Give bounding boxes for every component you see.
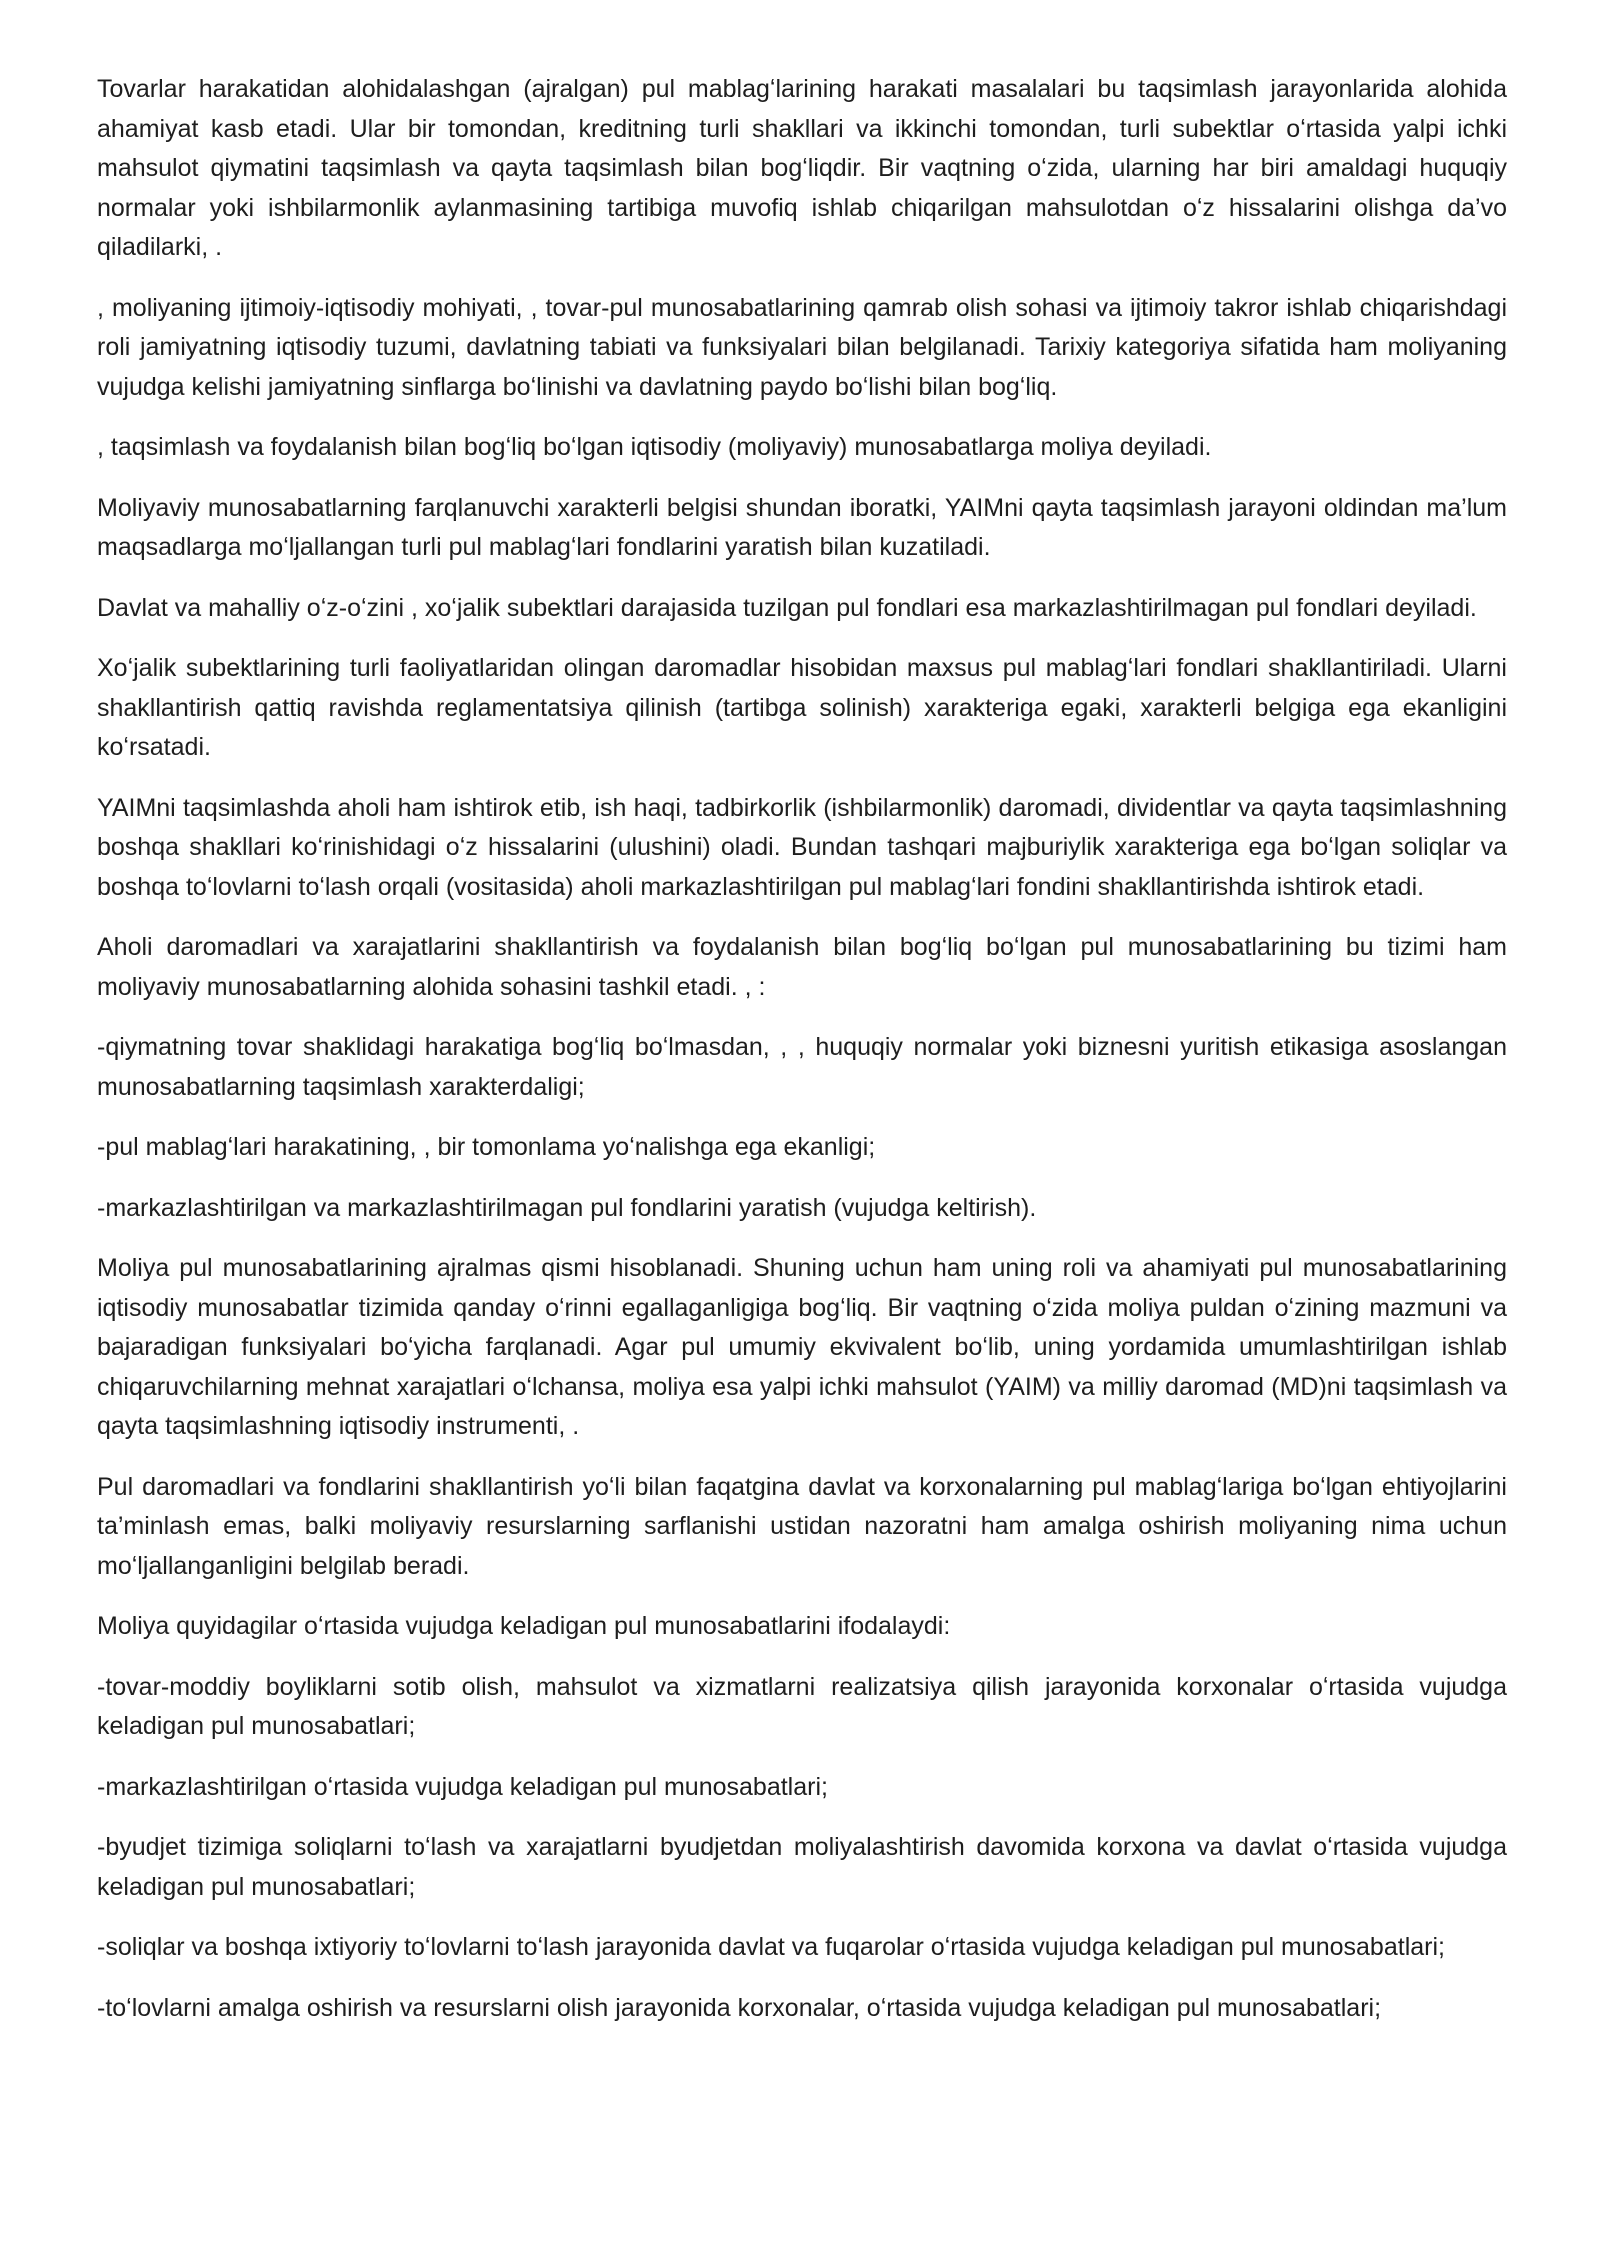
- list-item-4: -tovar-moddiy boyliklarni sotib olish, mahsulot va xizmatlarni realizatsiya qilish jarayonida korxonalar oʻrtasida vujudga keladigan pul munosabatlari;: [97, 1672, 1507, 1740]
- list-item-5: -markazlashtirilgan oʻrtasida vujudga keladigan pul munosabatlari;: [97, 1772, 828, 1801]
- paragraph-4: Moliyaviy munosabatlarning farqlanuvchi xarakterli belgisi shundan iboratki, YAIMni qayta taqsimlash jarayoni oldindan ma’lum maqsadlarga moʻljallangan turli pul mablagʻlari fondlarini yaratish bilan kuzatiladi.: [97, 493, 1507, 561]
- paragraph-11: Moliya quyidagilar oʻrtasida vujudga keladigan pul munosabatlarini ifodalaydi:: [97, 1612, 951, 1640]
- list-item-1: -qiymatning tovar shaklidagi harakatiga bogʻliq boʻlmasdan, , , huquqiy normalar yoki biznesni yuritish etikasiga asoslangan munosabatlarning taqsimlash xarakterdaligi;: [97, 1033, 1507, 1101]
- list-item-6: -byudjet tizimiga soliqlarni toʻlash va xarajatlarni byudjetdan moliyalashtirish davomida korxona va davlat oʻrtasida vujudga keladigan pul munosabatlari;: [97, 1833, 1507, 1901]
- list-item-8: -toʻlovlarni amalga oshirish va resurslarni olish jarayonida korxonalar, oʻrtasida vujudga keladigan pul munosabatlari;: [97, 1993, 1382, 2022]
- list-item-7: -soliqlar va boshqa ixtiyoriy toʻlovlarni toʻlash jarayonida davlat va fuqarolar oʻrtasida vujudga keladigan pul munosabatlari;: [97, 1933, 1445, 1961]
- paragraph-5: Davlat va mahalliy oʻz-oʻzini , xoʻjalik subektlari darajasida tuzilgan pul fondlari esa markazlashtirilmagan pul fondlari deyiladi.: [97, 593, 1477, 622]
- paragraph-8: Aholi daromadlari va xarajatlarini shakllantirish va foydalanish bilan bogʻliq boʻlgan pul munosabatlarining bu tizimi ham moliyaviy munosabatlarning alohida sohasini tashkil etadi. , :: [97, 933, 1507, 1001]
- document-page: [97, 70, 1507, 2049]
- paragraph-2: , moliyaning ijtimoiy-iqtisodiy mohiyati, , tovar-pul munosabatlarining qamrab olish sohasi va ijtimoiy takror ishlab chiqarishdagi roli jamiyatning iqtisodiy tuzumi, davlatning tabiati va funksiyalari bilan belgilanadi. Tarixiy kategoriya sifatida ham moliyaning vujudga kelishi jamiyatning sinflarga boʻlinishi va davlatning paydo boʻlishi bilan bogʻliq.: [97, 293, 1507, 401]
- paragraph-7: YAIMni taqsimlashda aholi ham ishtirok etib, ish haqi, tadbirkorlik (ishbilarmonlik) daromadi, dividentlar va qayta taqsimlashning boshqa shakllari koʻrinishidagi oʻz hissalarini (ulushini) oladi. Bundan tashqari majburiylik xarakteriga ega boʻlgan soliqlar va boshqa toʻlovlarni toʻlash orqali (vositasida) aholi markazlashtirilgan pul mablagʻlari fondini shakllantirishda ishtirok etadi.: [97, 793, 1507, 901]
- paragraph-3: , taqsimlash va foydalanish bilan bogʻliq boʻlgan iqtisodiy (moliyaviy) munosabatlarga moliya deyiladi.: [97, 433, 1212, 461]
- paragraph-10: Pul daromadlari va fondlarini shakllantirish yoʻli bilan faqatgina davlat va korxonalarning pul mablagʻlariga boʻlgan ehtiyojlarini ta’minlash emas, balki moliyaviy resurslarning sarflanishi ustidan nazoratni ham amalga oshirish moliyaning nima uchun moʻljallanganligini belgilab beradi.: [97, 1472, 1507, 1580]
- paragraph-6: Xoʻjalik subektlarining turli faoliyatlaridan olingan daromadlar hisobidan maxsus pul mablagʻlari fondlari shakllantiriladi. Ularni shakllantirish qattiq ravishda reglamentatsiya qilinish (tartibga solinish) xarakteriga egaki, xarakterli belgiga ega ekanligini koʻrsatadi.: [97, 654, 1507, 761]
- paragraph-9: Moliya pul munosabatlarining ajralmas qismi hisoblanadi. Shuning uchun ham uning roli va ahamiyati pul munosabatlarining iqtisodiy munosabatlar tizimida qanday oʻrinni egallaganligiga bogʻliq. Bir vaqtning oʻzida moliya puldan oʻzining mazmuni va bajaradigan funksiyalari boʻyicha farqlanadi. Agar pul umumiy ekvivalent boʻlib, uning yordamida umumlashtirilgan ishlab chiqaruvchilarning mehnat xarajatlari oʻlchansa, moliya esa yalpi ichki mahsulot (YAIM) va milliy daromad (MD)ni taqsimlash va qayta taqsimlashning iqtisodiy instrumenti, .: [97, 1254, 1507, 1440]
- list-item-2: -pul mablagʻlari harakatining, , bir tomonlama yoʻnalishga ega ekanligi;: [97, 1133, 876, 1161]
- paragraph-1: Tovarlar harakatidan alohidalashgan (ajralgan) pul mablagʻlarining harakati masalalari bu taqsimlash jarayonlarida alohida ahamiyat kasb etadi. Ular bir tomondan, kreditning turli shakllari va ikkinchi tomondan, turli subektlar oʻrtasida yalpi ichki mahsulot qiymatini taqsimlash va qayta taqsimlash bilan bogʻliqdir. Bir vaqtning oʻzida, ularning har biri amaldagi huquqiy normalar yoki ishbilarmonlik aylanmasining tartibiga muvofiq ishlab chiqarilgan mahsulotdan oʻz hissalarini olishga da’vo qiladilarki, .: [97, 75, 1507, 261]
- list-item-3: -markazlashtirilgan va markazlashtirilmagan pul fondlarini yaratish (vujudga keltirish).: [97, 1193, 1037, 1222]
